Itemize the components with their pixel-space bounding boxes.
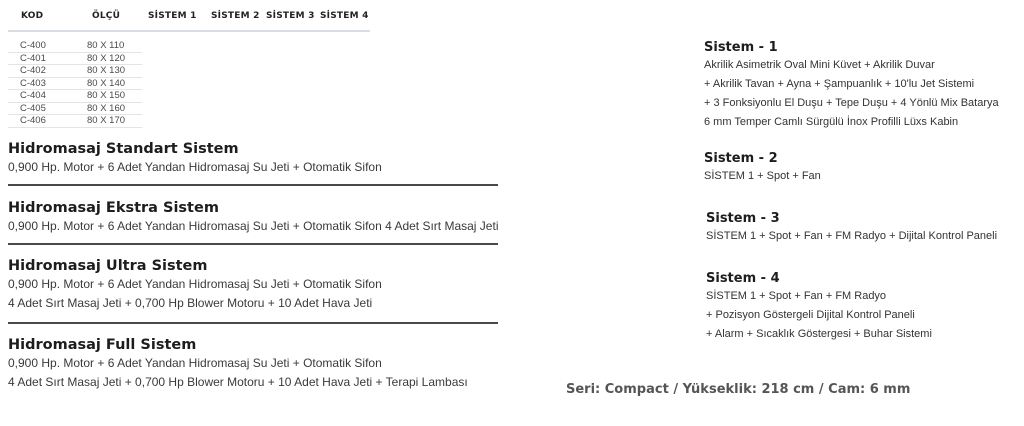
sistem-3-line: SİSTEM 1 + Spot + Fan + FM Radyo + Dijital Kontrol Paneli xyxy=(706,230,998,242)
cell-kod: C-404 xyxy=(20,90,46,101)
sistem-3-title: Sistem - 3 xyxy=(706,211,780,226)
table-body xyxy=(8,40,142,128)
ekstra-system-block xyxy=(8,199,498,236)
ekstra-system-title: Hidromasaj Ekstra Sistem xyxy=(8,200,219,216)
table-row xyxy=(8,40,142,53)
full-system-line: 0,900 Hp. Motor + 6 Adet Yandan Hidromasaj Su Jeti + Otomatik Sifon xyxy=(8,356,382,370)
cell-olcu: 80 X 150 xyxy=(87,90,126,101)
series-info: Seri: Compact / Yükseklik: 218 cm / Cam: 6 mm xyxy=(566,382,911,397)
table-row xyxy=(8,115,142,128)
cell-kod: C-405 xyxy=(20,102,46,114)
header-sistem-4: SİSTEM 4 xyxy=(320,11,369,21)
ultra-system-line: 4 Adet Sırt Masaj Jeti + 0,700 Hp Blower Motoru + 10 Adet Hava Jeti xyxy=(8,296,373,310)
cell-kod: C-402 xyxy=(20,65,46,76)
ultra-system-block xyxy=(8,257,498,313)
sistem-1-line: + 3 Fonksiyonlu El Duşu + Tepe Duşu + 4 Yönlü Mix Batarya xyxy=(704,97,999,109)
sistem-4-line: + Pozisyon Göstergeli Dijital Kontrol Paneli xyxy=(706,309,915,321)
divider xyxy=(8,184,498,186)
cell-olcu: 80 X 120 xyxy=(87,52,126,64)
cell-olcu: 80 X 160 xyxy=(87,102,126,114)
table-row xyxy=(8,53,142,66)
sistem-4-block xyxy=(706,270,1024,344)
full-system-line: 4 Adet Sırt Masaj Jeti + 0,700 Hp Blower Motoru + 10 Adet Hava Jeti + Terapi Lambası xyxy=(8,375,468,389)
divider xyxy=(8,243,498,245)
cell-kod: C-406 xyxy=(20,115,46,126)
cell-olcu: 80 X 140 xyxy=(87,77,126,89)
header-kod: KOD xyxy=(21,11,44,21)
full-system-title: Hidromasaj Full Sistem xyxy=(8,337,197,353)
spec-table xyxy=(8,8,370,126)
header-olcu: ÖLÇÜ xyxy=(92,11,121,21)
table-row xyxy=(8,103,142,116)
cell-kod: C-400 xyxy=(20,40,46,51)
table-row xyxy=(8,90,142,103)
ekstra-system-line: 0,900 Hp. Motor + 6 Adet Yandan Hidromasaj Su Jeti + Otomatik Sifon 4 Adet Sırt Masaj Jeti xyxy=(8,219,499,233)
full-system-block xyxy=(8,336,498,392)
standart-system-line: 0,900 Hp. Motor + 6 Adet Yandan Hidromasaj Su Jeti + Otomatik Sifon xyxy=(8,160,382,174)
sistem-1-title: Sistem - 1 xyxy=(704,40,778,55)
sistem-2-block xyxy=(704,150,1024,186)
header-sistem-3: SİSTEM 3 xyxy=(266,11,315,21)
sistem-1-line: + Akrilik Tavan + Ayna + Şampuanlık + 10'lu Jet Sistemi xyxy=(704,78,975,90)
standart-system-block xyxy=(8,140,498,177)
divider xyxy=(8,322,498,324)
sistem-1-line: 6 mm Temper Camlı Sürgülü İnox Profilli Lüxs Kabin xyxy=(704,116,959,128)
header-sistem-2: SİSTEM 2 xyxy=(211,11,260,21)
header-sistem-1: SİSTEM 1 xyxy=(148,11,197,21)
sistem-3-block xyxy=(706,210,1024,246)
sistem-2-line: SİSTEM 1 + Spot + Fan xyxy=(704,170,821,182)
cell-kod: C-403 xyxy=(20,77,46,89)
sistem-2-title: Sistem - 2 xyxy=(704,151,778,166)
cell-olcu: 80 X 170 xyxy=(87,115,126,126)
sistem-1-line: Akrilik Asimetrik Oval Mini Küvet + Akrilik Duvar xyxy=(704,59,935,71)
standart-system-title: Hidromasaj Standart Sistem xyxy=(8,141,239,157)
cell-kod: C-401 xyxy=(20,52,46,64)
ultra-system-title: Hidromasaj Ultra Sistem xyxy=(8,258,208,274)
ultra-system-line: 0,900 Hp. Motor + 6 Adet Yandan Hidromasaj Su Jeti + Otomatik Sifon xyxy=(8,277,382,291)
sistem-4-title: Sistem - 4 xyxy=(706,271,780,286)
sistem-4-line: + Alarm + Sıcaklık Göstergesi + Buhar Sistemi xyxy=(706,328,932,340)
cell-olcu: 80 X 130 xyxy=(87,65,126,76)
cell-olcu: 80 X 110 xyxy=(87,40,125,51)
table-row xyxy=(8,65,142,78)
sistem-4-line: SİSTEM 1 + Spot + Fan + FM Radyo xyxy=(706,290,887,302)
table-row xyxy=(8,78,142,91)
sistem-1-block xyxy=(704,39,1024,132)
table-header xyxy=(8,8,370,32)
